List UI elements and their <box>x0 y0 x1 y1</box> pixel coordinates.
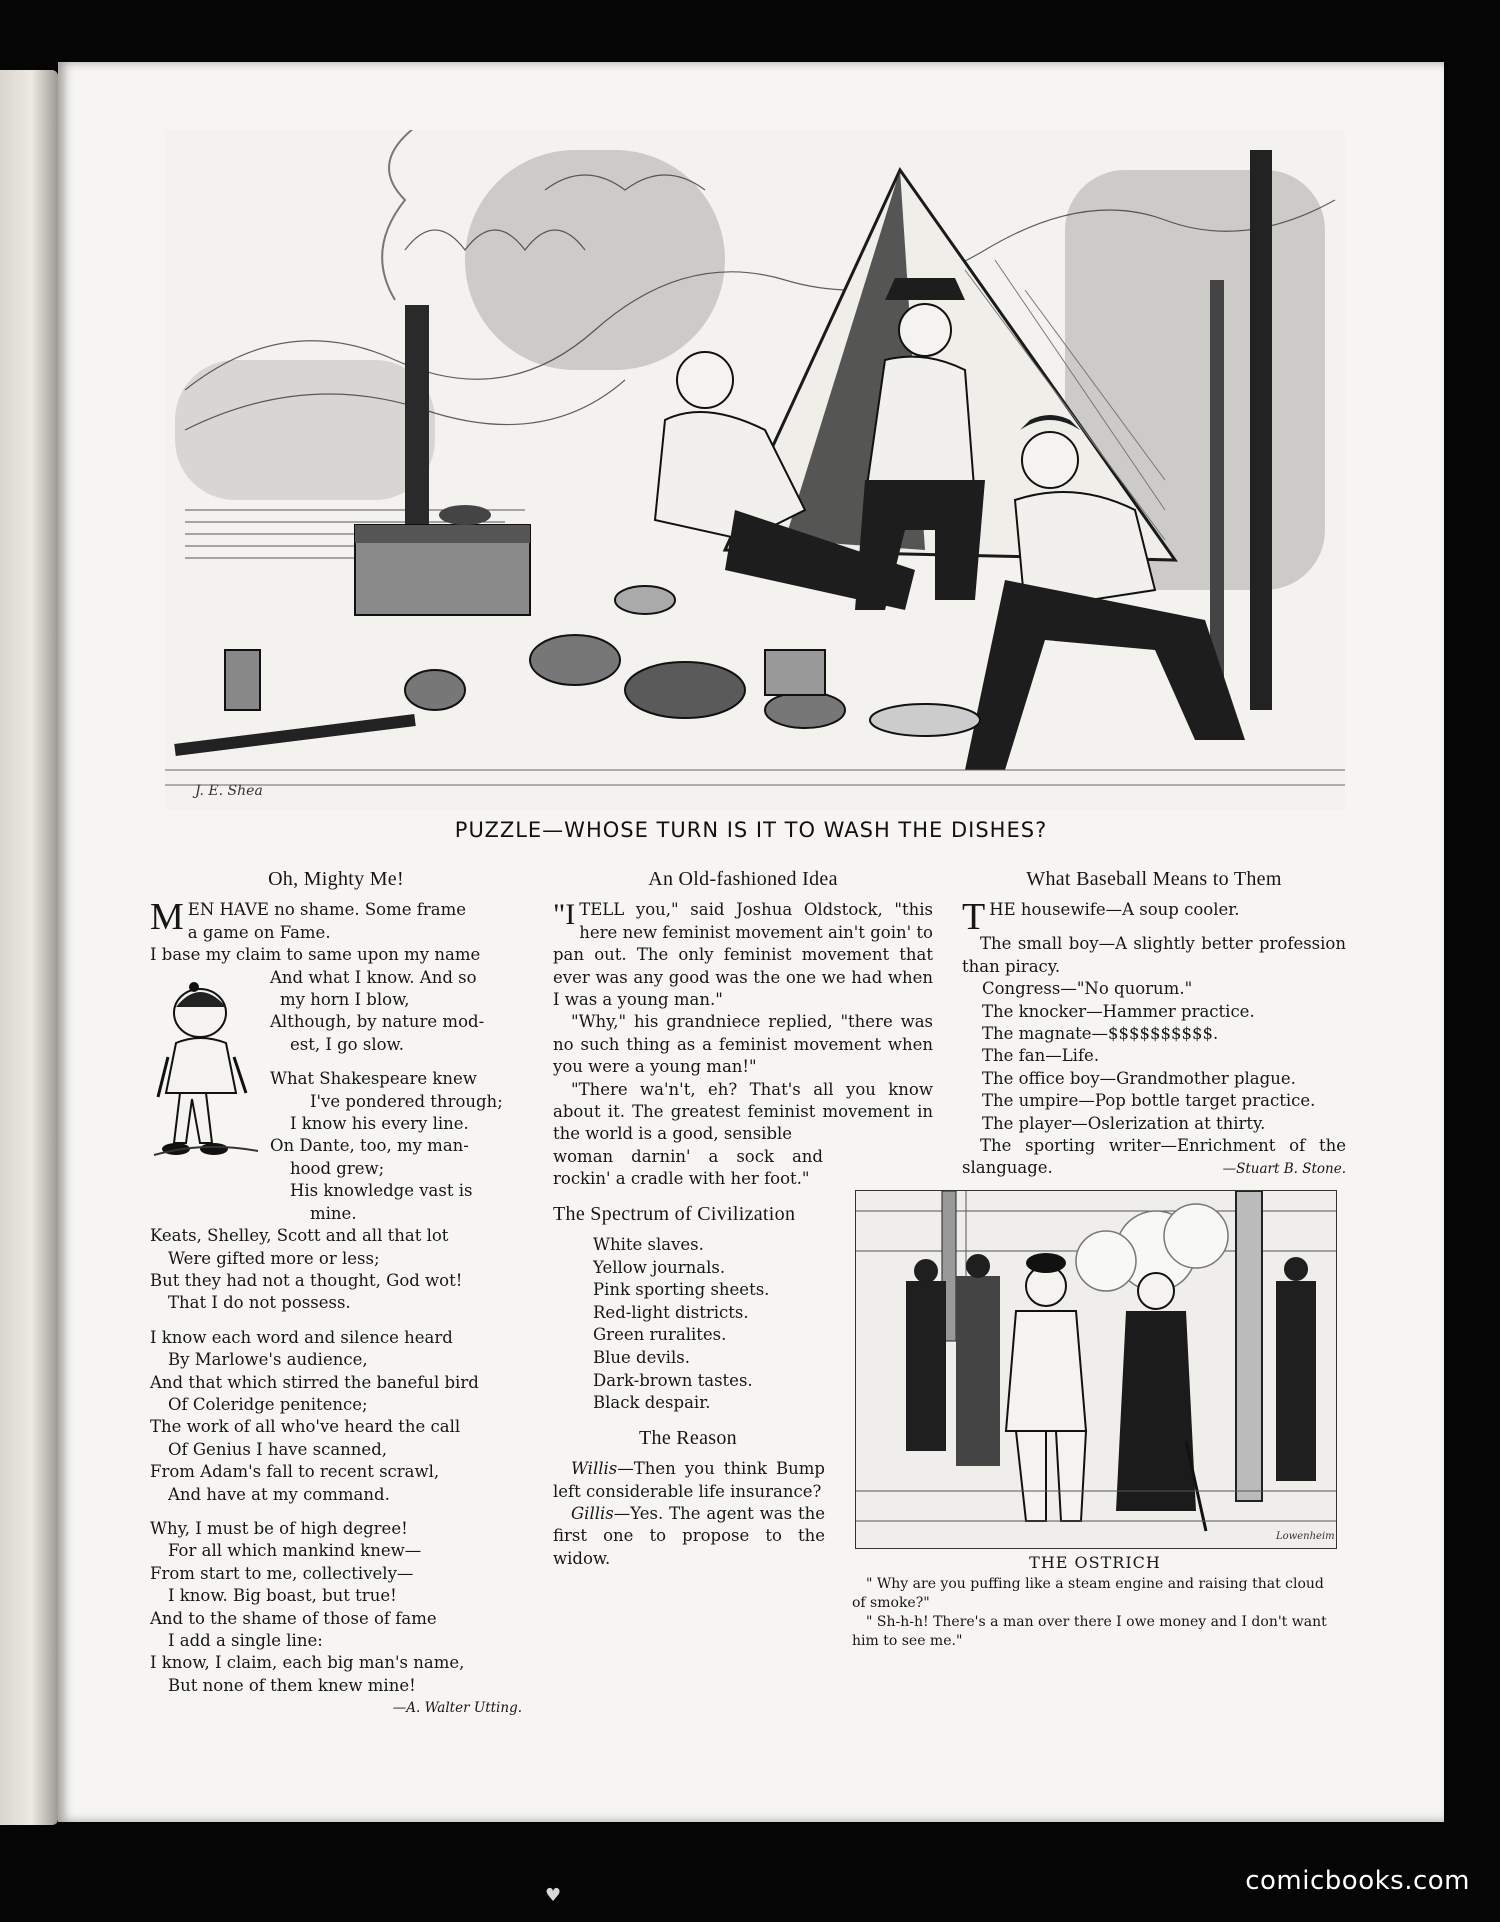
spectrum-item: Blue devils. <box>593 1348 690 1368</box>
ostrich-scene-drawing <box>856 1191 1336 1548</box>
camping-illustration <box>165 130 1345 810</box>
ostrich-illustration <box>855 1190 1337 1549</box>
poem-line: hood grew; <box>290 1158 385 1178</box>
boy-figure-illustration <box>150 973 262 1161</box>
poem-line: For all which mankind knew— <box>168 1541 422 1561</box>
baseball-line: The magnate—$$$$$$$$$$. <box>982 1024 1219 1044</box>
spectrum-item: Yellow journals. <box>593 1257 726 1277</box>
poem-line: What Shakespeare knew <box>270 1069 477 1089</box>
idea-text: TELL you," said Joshua Oldstock, "this here new feminist movement ain't goin' to pan out. The only feminist movement that ever was any good was the one we had when I was a young man." <box>553 900 933 1010</box>
ostrich-artist-signature: Lowenheim <box>1276 1531 1335 1542</box>
poem-line: my horn I blow, <box>280 990 410 1010</box>
speaker-willis: Willis <box>571 1459 618 1479</box>
idea-dropcap: "I <box>553 898 576 932</box>
baseball-line: The umpire—Pop bottle target practice. <box>982 1091 1316 1111</box>
poem-line: EN HAVE no shame. Some frame <box>187 900 466 920</box>
poem-stanza-1 <box>150 896 522 1056</box>
baseball-line: The knocker—Hammer practice. <box>982 1001 1255 1021</box>
poem-line: But they had not a thought, God wot! <box>150 1270 463 1290</box>
site-watermark: comicbooks.com <box>1245 1866 1470 1896</box>
poem-line: I add a single line: <box>168 1631 323 1650</box>
poem-dropcap: M <box>150 896 184 939</box>
poem-line: From Adam's fall to recent scrawl, <box>150 1462 440 1482</box>
poem-line: And what I know. And so <box>270 967 477 987</box>
reason-title: The Reason <box>639 1426 737 1449</box>
poem-line: a game on Fame. <box>187 922 331 942</box>
poem-stanza-4 <box>150 1518 522 1720</box>
spectrum-item: Pink sporting sheets. <box>593 1280 770 1300</box>
idea-paragraph-3-cont: woman darnin' a sock and rockin' a cradle with her foot." <box>553 1146 823 1189</box>
idea-paragraph-2: "Why," his grandniece replied, "there was no such thing as a feminist movement when you were a young man!" <box>553 1012 933 1077</box>
poem-line: Keats, Shelley, Scott and all that lot <box>150 1226 449 1246</box>
poem-line: But none of them knew mine! <box>168 1675 416 1695</box>
baseball-text: HE housewife—A soup cooler. <box>989 900 1240 920</box>
poem-line: And that which stirred the baneful bird <box>150 1372 479 1392</box>
baseball-line <box>962 896 1346 939</box>
speaker-gillis: Gillis <box>571 1504 614 1524</box>
baseball-line: The small boy—A slightly better profession than piracy. <box>962 934 1346 976</box>
poem-line: I base my claim to same upon my name <box>150 945 481 965</box>
poem-line: And to the shame of those of fame <box>150 1608 437 1628</box>
poem-line: On Dante, too, my man- <box>270 1136 469 1156</box>
poem-signature: —A. Walter Utting. <box>392 1700 522 1717</box>
baseball-line: The sporting writer—Enrichment of the slanguage. <box>962 1136 1346 1178</box>
poem-line: That I do not possess. <box>168 1293 351 1313</box>
idea-paragraph-3: "There wa'n't, eh? That's all you know about it. The greatest feminist movement in the world is a good, sensible <box>553 1079 933 1144</box>
poem-title: Oh, Mighty Me! <box>268 868 404 890</box>
spectrum-item: Red-light districts. <box>593 1302 749 1322</box>
poem-line: I know. Big boast, but true! <box>168 1586 397 1606</box>
reason-line-2 <box>553 1503 825 1570</box>
reason-text: —Then you think Bump left considerable life insurance? <box>553 1459 825 1501</box>
idea-title: An Old-fashioned Idea <box>648 868 838 890</box>
poem-column <box>150 868 522 1732</box>
poem-line: And have at my command. <box>168 1484 390 1504</box>
poem-line: mine. <box>310 1203 357 1223</box>
poem-line: Although, by nature mod- <box>270 1012 485 1032</box>
baseball-title: What Baseball Means to Them <box>1026 868 1282 890</box>
idea-paragraph-1 <box>553 899 933 1011</box>
poem-line: I know, I claim, each big man's name, <box>150 1653 465 1673</box>
spectrum-item: Dark-brown tastes. <box>593 1370 753 1390</box>
poem-line: I know each word and silence heard <box>150 1327 453 1347</box>
poem-line: From start to me, collectively— <box>150 1563 414 1583</box>
illustration-signature: J. E. Shea <box>195 783 263 799</box>
baseball-line: The office boy—Grandmother plague. <box>982 1068 1296 1088</box>
baseball-signature: —Stuart B. Stone. <box>1222 1160 1346 1177</box>
poem-line: I've pondered through; <box>310 1091 503 1111</box>
baseball-dropcap: T <box>962 896 986 939</box>
spectrum-item: Green ruralites. <box>593 1325 727 1345</box>
spectrum-item: Black despair. <box>593 1393 711 1413</box>
poem-line: I know his every line. <box>290 1114 469 1134</box>
ostrich-question: " Why are you puffing like a steam engine and raising that cloud of smoke?" <box>852 1576 1324 1611</box>
poem-stanza-3 <box>150 1327 522 1506</box>
bottom-mark: ♥ <box>545 1885 562 1906</box>
baseball-line: The player—Oslerization at thirty. <box>982 1113 1266 1133</box>
poem-line: Of Coleridge penitence; <box>168 1394 368 1414</box>
ostrich-caption <box>852 1575 1338 1651</box>
reason-text: —Yes. The agent was the first one to propose to the widow. <box>553 1504 825 1568</box>
baseball-column <box>962 868 1346 1180</box>
poem-line: Why, I must be of high degree! <box>150 1518 408 1538</box>
reason-line-1 <box>553 1458 825 1503</box>
baseball-line: Congress—"No quorum." <box>982 979 1193 999</box>
main-caption: PUZZLE—WHOSE TURN IS IT TO WASH THE DISHES? <box>454 818 1048 842</box>
poem-line: Were gifted more or less; <box>168 1248 380 1268</box>
poem-line: His knowledge vast is <box>290 1181 473 1201</box>
camping-scene-drawing <box>165 130 1345 810</box>
spectrum-item: White slaves. <box>593 1235 704 1255</box>
poem-line: The work of all who've heard the call <box>150 1417 461 1437</box>
poem-line: est, I go slow. <box>290 1034 404 1054</box>
ostrich-answer: " Sh-h-h! There's a man over there I owe money and I don't want him to see me." <box>852 1614 1327 1649</box>
poem-line: Of Genius I have scanned, <box>168 1439 387 1459</box>
spectrum-title: The Spectrum of Civilization <box>553 1202 796 1225</box>
ostrich-title: THE OSTRICH <box>1029 1553 1161 1572</box>
baseball-line: The fan—Life. <box>982 1046 1100 1066</box>
left-page-edge <box>0 70 58 1825</box>
poem-line: By Marlowe's audience, <box>168 1350 368 1370</box>
